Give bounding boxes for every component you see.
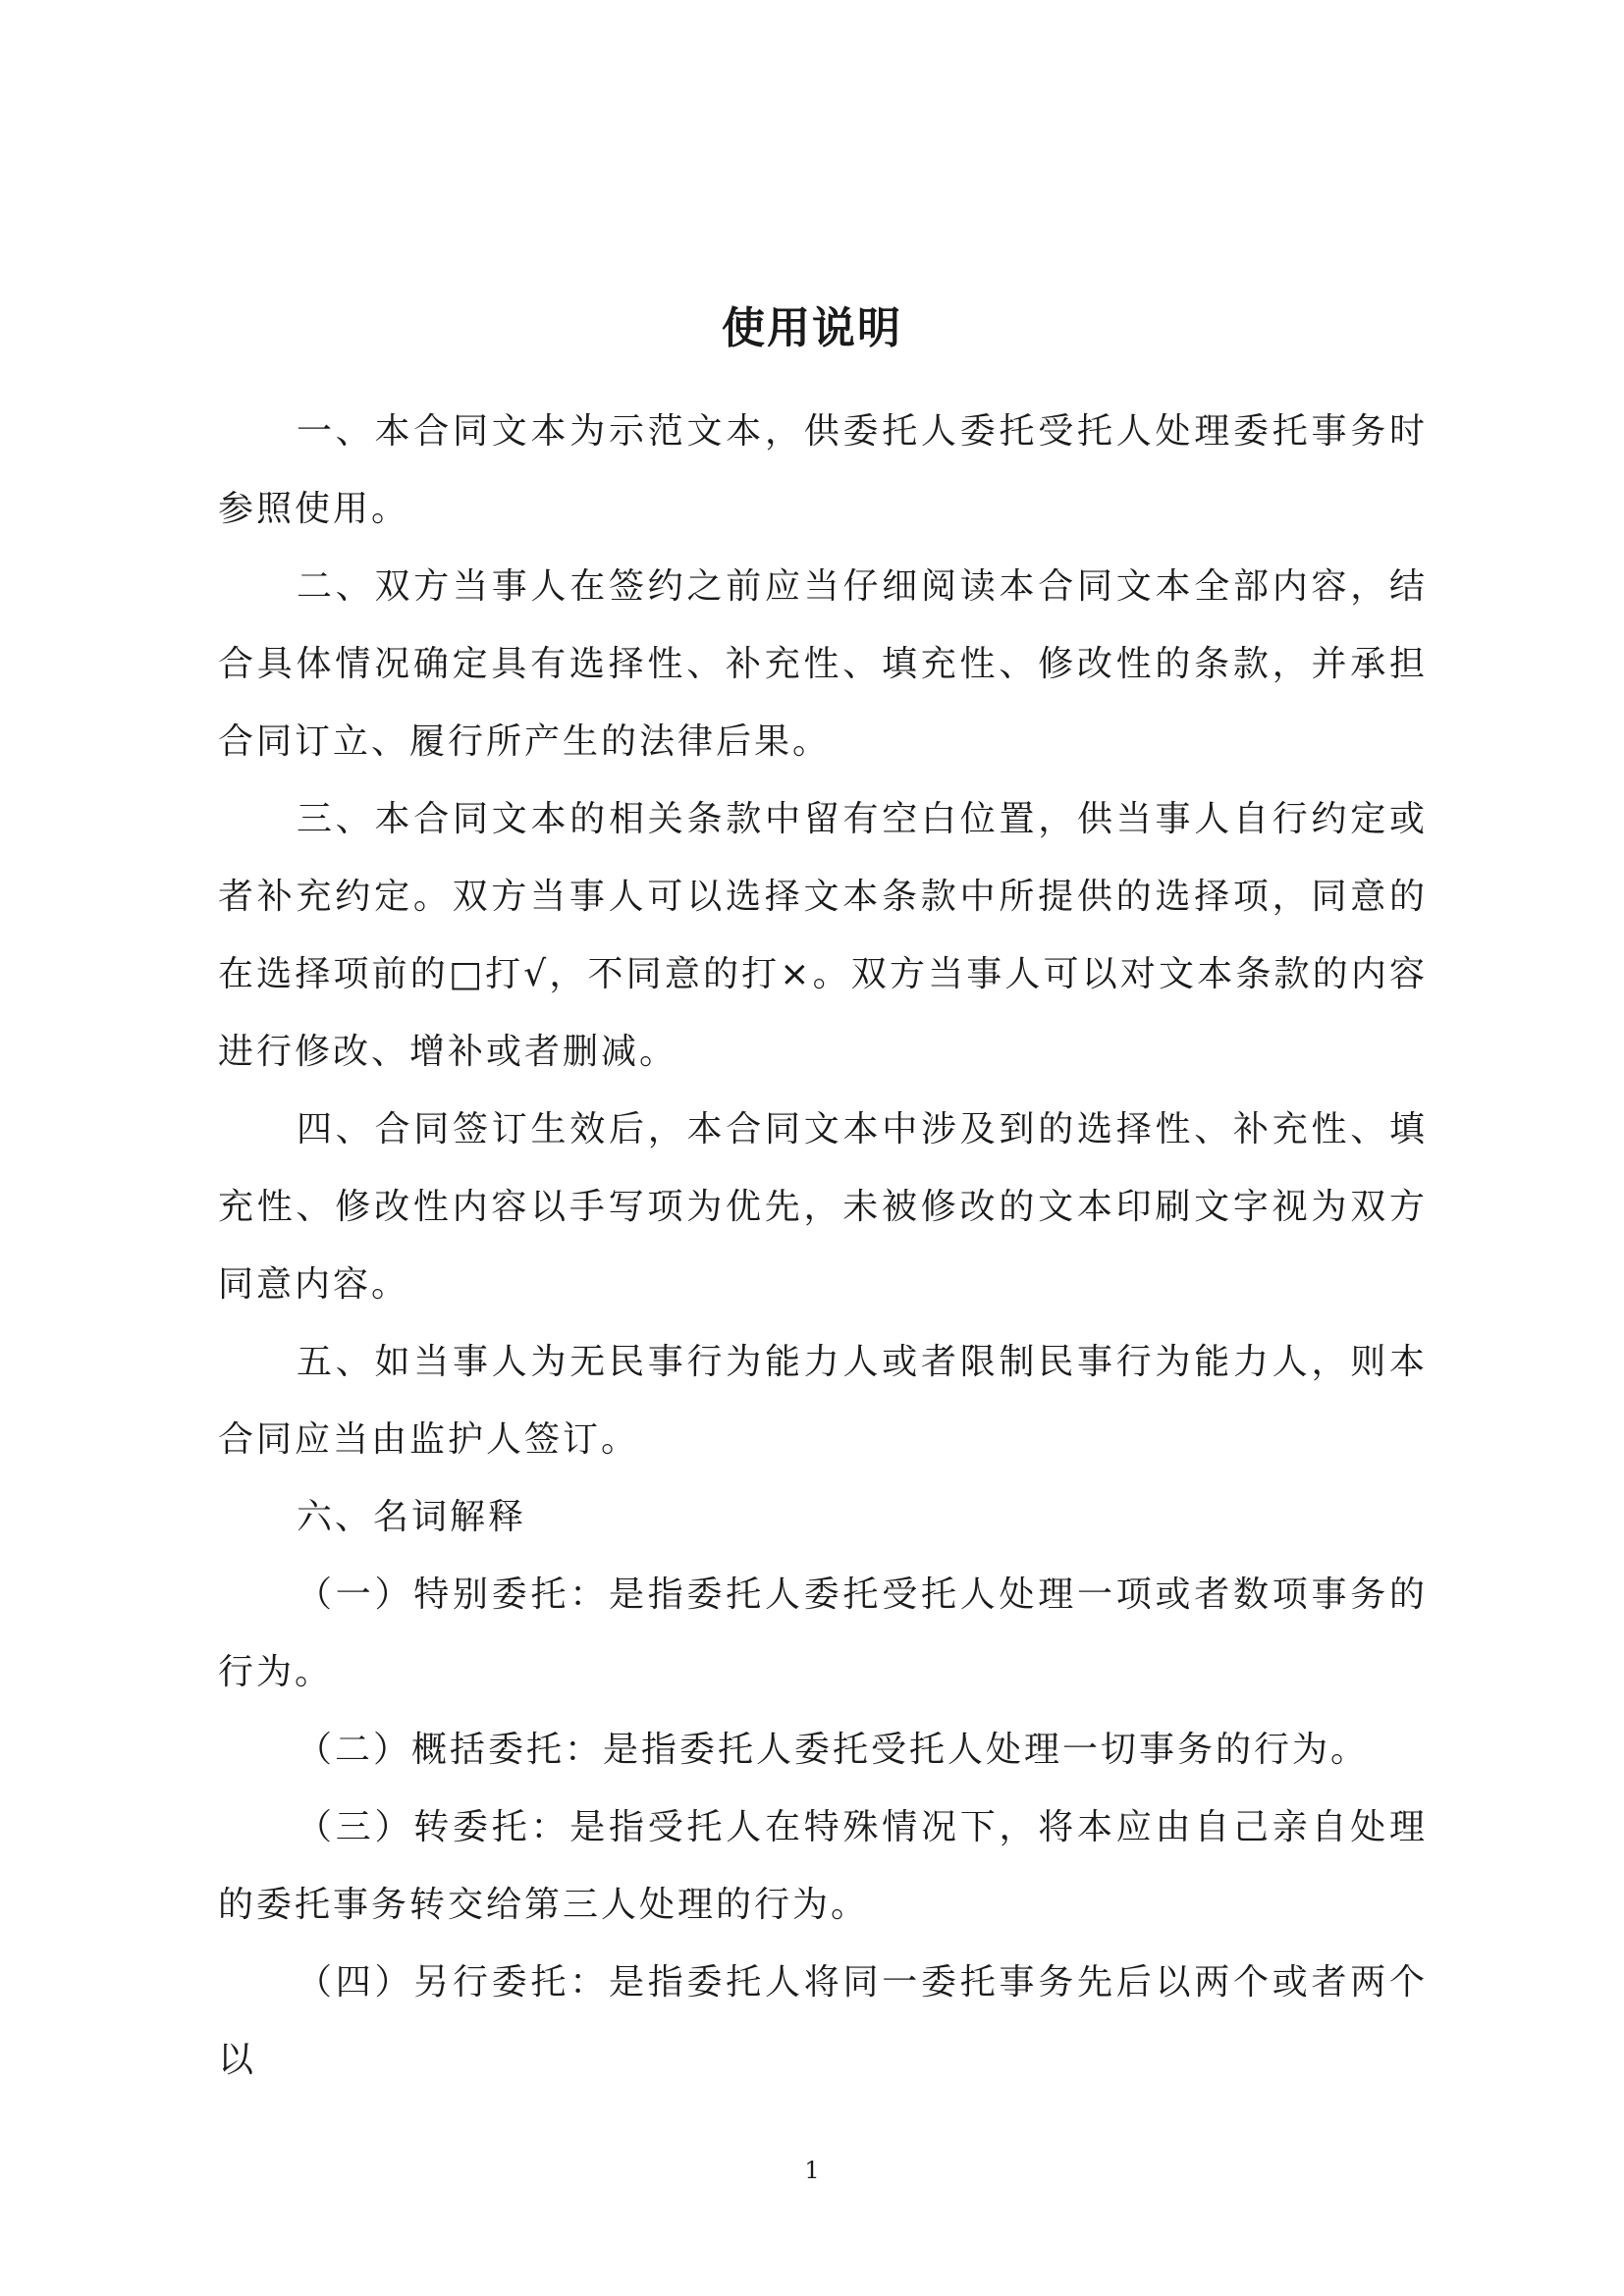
page-title: 使用说明 <box>722 303 902 353</box>
paragraph-usage: 一、本合同文本为示范文本，供委托人委托受托人处理委托事务时参照使用。 <box>218 411 1428 529</box>
paragraph-guardian: 五、如当事人为无民事行为能力人或者限制民事行为能力人，则本合同应当由监护人签订。 <box>218 1342 1428 1460</box>
paragraph-definitions-heading: 六、名词解释 <box>297 1497 527 1537</box>
paragraph-reading: 二、双方当事人在签约之前应当仔细阅读本合同文本全部内容，结合具体情况确定具有选择性、补充性、填充性、修改性的条款，并承担合同订立、履行所产生的法律后果。 <box>218 566 1428 762</box>
paragraph-blanks: 三、本合同文本的相关条款中留有空白位置，供当事人自行约定或者补充约定。双方当事人可以选择文本条款中所提供的选择项，同意的在选择项前的□打√，不同意的打×。双方当事人可以对文本条款的内容进行修改、增补或者删减。 <box>218 799 1428 1072</box>
paragraph-effect: 四、合同签订生效后，本合同文本中涉及到的选择性、补充性、填充性、修改性内容以手写项为优先，未被修改的文本印刷文字视为双方同意内容。 <box>218 1109 1428 1305</box>
document-body <box>218 393 1428 2099</box>
paragraph-definition-other: （四）另行委托：是指委托人将同一委托事务先后以两个或者两个以 <box>218 1962 1428 2080</box>
paragraph-definition-sub: （三）转委托：是指受托人在特殊情况下，将本应由自己亲自处理的委托事务转交给第三人处理的行为。 <box>218 1807 1428 1925</box>
paragraph-definition-special: （一）特别委托：是指委托人委托受托人处理一项或者数项事务的行为。 <box>218 1575 1428 1692</box>
paragraph-definition-general: （二）概括委托：是指委托人委托受托人处理一切事务的行为。 <box>297 1730 1370 1770</box>
page-number: 1 <box>804 2157 820 2184</box>
